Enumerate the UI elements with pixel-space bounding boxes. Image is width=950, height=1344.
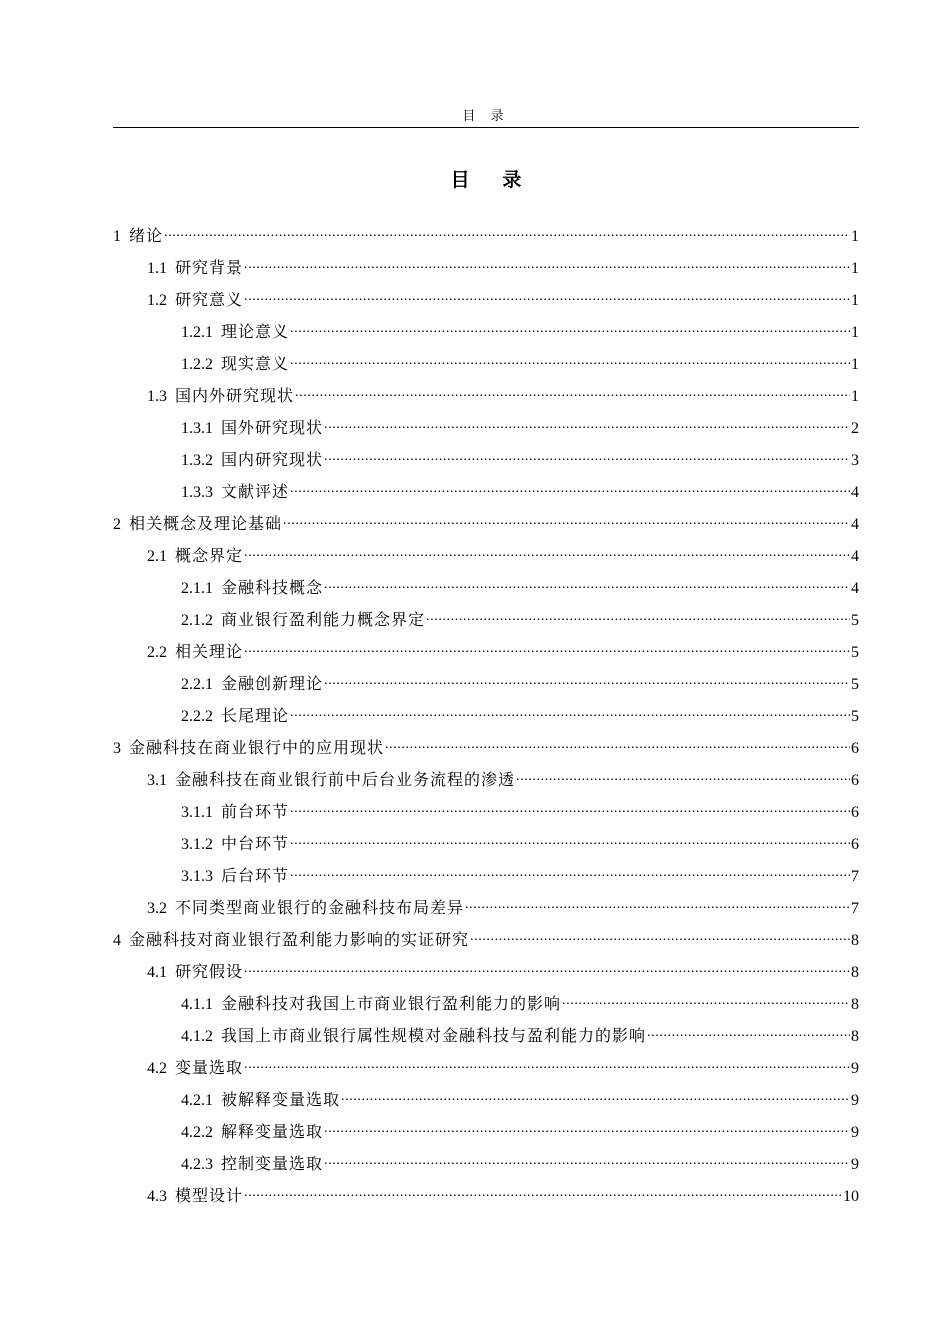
page-number: 5 xyxy=(851,612,859,629)
dot-leader xyxy=(324,1121,850,1137)
section-title: 被解释变量选取 xyxy=(221,1092,341,1109)
toc-entry[interactable] xyxy=(113,1185,859,1217)
dot-leader xyxy=(516,769,850,785)
page-number: 7 xyxy=(851,868,859,885)
toc-entry[interactable] xyxy=(113,225,859,257)
section-number: 1.3.2 xyxy=(181,452,213,469)
dot-leader xyxy=(290,481,850,497)
toc-entry[interactable] xyxy=(113,737,859,769)
section-title: 研究假设 xyxy=(175,964,244,981)
section-number: 4.1 xyxy=(147,964,167,981)
section-number: 1.1 xyxy=(147,260,167,277)
dot-leader xyxy=(290,705,850,721)
section-title: 绪论 xyxy=(129,228,164,245)
page-number: 7 xyxy=(851,900,859,917)
dot-leader xyxy=(324,577,850,593)
page-number: 3 xyxy=(851,452,859,469)
section-title: 相关概念及理论基础 xyxy=(129,516,283,533)
toc-entry[interactable] xyxy=(113,513,859,545)
page-number: 8 xyxy=(851,1028,859,1045)
toc-entry[interactable] xyxy=(113,257,859,289)
page-number: 4 xyxy=(851,516,859,533)
section-title: 国内外研究现状 xyxy=(175,388,295,405)
section-number: 3.1.2 xyxy=(181,836,213,853)
page-number: 1 xyxy=(851,292,859,309)
toc-entry[interactable] xyxy=(113,641,859,673)
section-title: 金融科技概念 xyxy=(221,580,324,597)
page-number: 6 xyxy=(851,836,859,853)
page-number: 6 xyxy=(851,740,859,757)
dot-leader xyxy=(244,545,850,561)
section-title: 中台环节 xyxy=(221,836,290,853)
toc-entry[interactable] xyxy=(113,321,859,353)
dot-leader xyxy=(562,993,850,1009)
section-number: 4.1.2 xyxy=(181,1028,213,1045)
toc-entry[interactable] xyxy=(113,865,859,897)
page-number: 1 xyxy=(851,260,859,277)
dot-leader xyxy=(647,1025,850,1041)
page-number: 5 xyxy=(851,676,859,693)
toc-entry[interactable] xyxy=(113,385,859,417)
section-title: 变量选取 xyxy=(175,1060,244,1077)
toc-entry[interactable] xyxy=(113,449,859,481)
section-title: 金融科技对商业银行盈利能力影响的实证研究 xyxy=(129,932,470,949)
section-title: 国外研究现状 xyxy=(221,420,324,437)
dot-leader xyxy=(244,961,850,977)
page-number: 9 xyxy=(851,1092,859,1109)
dot-leader xyxy=(290,865,850,881)
section-number: 3.1 xyxy=(147,772,167,789)
section-number: 2.1 xyxy=(147,548,167,565)
page-number: 10 xyxy=(843,1188,859,1205)
section-number: 2.1.2 xyxy=(181,612,213,629)
section-title: 研究背景 xyxy=(175,260,244,277)
toc-entry[interactable] xyxy=(113,289,859,321)
section-number: 1.3.1 xyxy=(181,420,213,437)
toc-entry[interactable] xyxy=(113,929,859,961)
section-number: 4 xyxy=(113,932,121,949)
section-number: 4.3 xyxy=(147,1188,167,1205)
dot-leader xyxy=(470,929,850,945)
dot-leader xyxy=(465,897,850,913)
section-title: 概念界定 xyxy=(175,548,244,565)
page-number: 4 xyxy=(851,548,859,565)
section-number: 4.2.2 xyxy=(181,1124,213,1141)
section-number: 4.2 xyxy=(147,1060,167,1077)
toc-entry[interactable] xyxy=(113,673,859,705)
section-number: 3.1.1 xyxy=(181,804,213,821)
toc-entry[interactable] xyxy=(113,1057,859,1089)
page-number: 9 xyxy=(851,1156,859,1173)
page-number: 4 xyxy=(851,580,859,597)
section-number: 3.2 xyxy=(147,900,167,917)
section-number: 4.2.1 xyxy=(181,1092,213,1109)
section-title: 不同类型商业银行的金融科技布局差异 xyxy=(175,900,465,917)
dot-leader xyxy=(244,289,850,305)
toc-entry[interactable] xyxy=(113,481,859,513)
dot-leader xyxy=(244,1057,850,1073)
page-number: 6 xyxy=(851,804,859,821)
section-title: 解释变量选取 xyxy=(221,1124,324,1141)
page-number: 8 xyxy=(851,932,859,949)
section-number: 2.2 xyxy=(147,644,167,661)
toc-entry[interactable] xyxy=(113,1153,859,1185)
page-number: 4 xyxy=(851,484,859,501)
section-title: 理论意义 xyxy=(221,324,290,341)
section-title: 金融科技对我国上市商业银行盈利能力的影响 xyxy=(221,996,562,1013)
section-title: 模型设计 xyxy=(175,1188,244,1205)
section-title: 文献评述 xyxy=(221,484,290,501)
dot-leader xyxy=(324,449,850,465)
dot-leader xyxy=(244,257,850,273)
dot-leader xyxy=(290,321,850,337)
section-title: 我国上市商业银行属性规模对金融科技与盈利能力的影响 xyxy=(221,1028,647,1045)
dot-leader xyxy=(290,353,850,369)
section-number: 2 xyxy=(113,516,121,533)
section-number: 3 xyxy=(113,740,121,757)
section-number: 2.2.1 xyxy=(181,676,213,693)
toc-entry[interactable] xyxy=(113,577,859,609)
toc-entry[interactable] xyxy=(113,609,859,641)
toc-entry[interactable] xyxy=(113,353,859,385)
page-number: 5 xyxy=(851,708,859,725)
dot-leader xyxy=(324,673,850,689)
dot-leader xyxy=(341,1089,850,1105)
section-title: 商业银行盈利能力概念界定 xyxy=(221,612,426,629)
page-number: 8 xyxy=(851,996,859,1013)
toc-entry[interactable] xyxy=(113,545,859,577)
table-of-contents xyxy=(113,225,859,1217)
section-number: 4.1.1 xyxy=(181,996,213,1013)
section-number: 1.2 xyxy=(147,292,167,309)
page-number: 2 xyxy=(851,420,859,437)
page-number: 9 xyxy=(851,1060,859,1077)
section-title: 金融科技在商业银行中的应用现状 xyxy=(129,740,385,757)
section-number: 4.2.3 xyxy=(181,1156,213,1173)
dot-leader xyxy=(290,833,850,849)
toc-entry[interactable] xyxy=(113,993,859,1025)
section-number: 1.3.3 xyxy=(181,484,213,501)
section-title: 长尾理论 xyxy=(221,708,290,725)
toc-entry[interactable] xyxy=(113,1121,859,1153)
section-title: 金融创新理论 xyxy=(221,676,324,693)
section-title: 金融科技在商业银行前中后台业务流程的渗透 xyxy=(175,772,516,789)
section-number: 1.2.2 xyxy=(181,356,213,373)
dot-leader xyxy=(164,225,850,241)
page-number: 1 xyxy=(851,324,859,341)
running-header: 目 录 xyxy=(462,108,510,123)
section-title: 现实意义 xyxy=(221,356,290,373)
page-number: 5 xyxy=(851,644,859,661)
toc-entry[interactable] xyxy=(113,961,859,993)
dot-leader xyxy=(295,385,850,401)
section-number: 2.1.1 xyxy=(181,580,213,597)
section-number: 3.1.3 xyxy=(181,868,213,885)
section-number: 1.3 xyxy=(147,388,167,405)
page-number: 9 xyxy=(851,1124,859,1141)
toc-title: 目 录 xyxy=(450,170,536,191)
toc-entry[interactable] xyxy=(113,417,859,449)
page-number: 1 xyxy=(851,228,859,245)
toc-entry[interactable] xyxy=(113,705,859,737)
page-number: 1 xyxy=(851,356,859,373)
header-rule xyxy=(113,127,859,128)
toc-entry[interactable] xyxy=(113,801,859,833)
page-number: 1 xyxy=(851,388,859,405)
section-title: 后台环节 xyxy=(221,868,290,885)
section-title: 国内研究现状 xyxy=(221,452,324,469)
page-number: 8 xyxy=(851,964,859,981)
section-number: 1 xyxy=(113,228,121,245)
section-title: 研究意义 xyxy=(175,292,244,309)
section-title: 相关理论 xyxy=(175,644,244,661)
dot-leader xyxy=(283,513,850,529)
toc-entry[interactable] xyxy=(113,897,859,929)
page-number: 6 xyxy=(851,772,859,789)
toc-entry[interactable] xyxy=(113,1089,859,1121)
toc-entry[interactable] xyxy=(113,769,859,801)
section-title: 控制变量选取 xyxy=(221,1156,324,1173)
dot-leader xyxy=(324,417,850,433)
dot-leader xyxy=(244,641,850,657)
dot-leader xyxy=(290,801,850,817)
toc-entry[interactable] xyxy=(113,1025,859,1057)
dot-leader xyxy=(426,609,850,625)
dot-leader xyxy=(385,737,850,753)
toc-entry[interactable] xyxy=(113,833,859,865)
section-number: 2.2.2 xyxy=(181,708,213,725)
dot-leader xyxy=(244,1185,842,1201)
section-title: 前台环节 xyxy=(221,804,290,821)
dot-leader xyxy=(324,1153,850,1169)
section-number: 1.2.1 xyxy=(181,324,213,341)
